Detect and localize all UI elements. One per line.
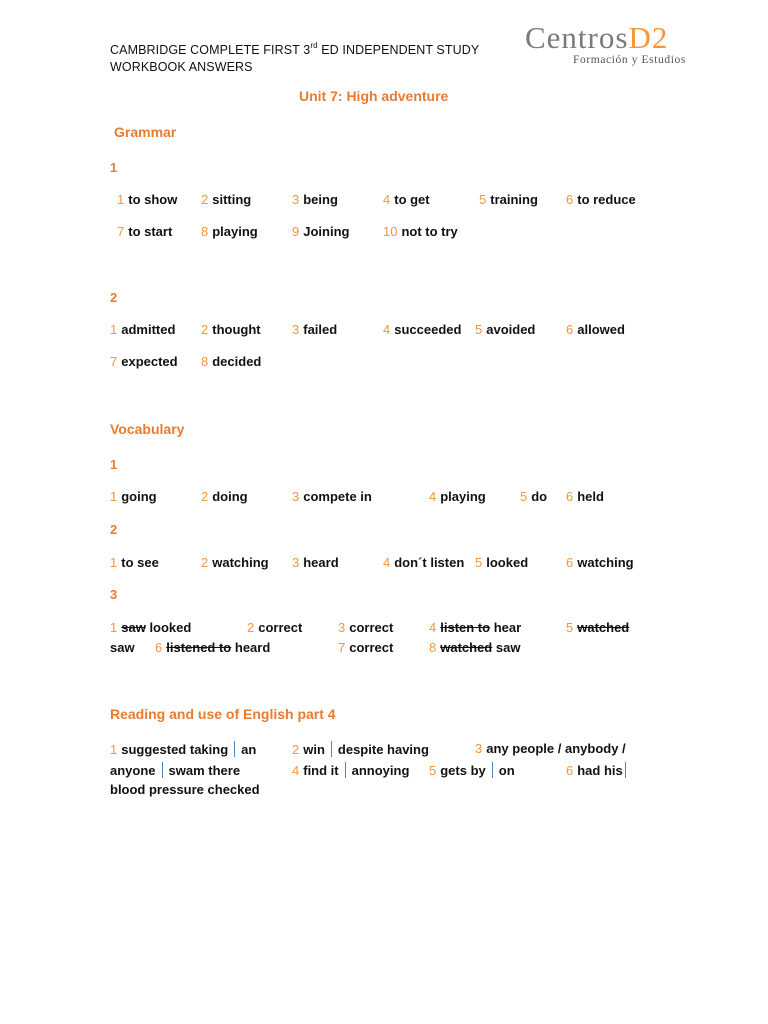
answer-number: 1 <box>110 742 118 757</box>
answer-number: 4 <box>383 322 391 337</box>
answer-number: 3 <box>292 322 300 337</box>
answer-number: 3 <box>292 555 300 570</box>
answer-item-continuation <box>110 640 135 655</box>
answer-text: find it <box>303 763 339 778</box>
logo-text: Centros <box>525 20 629 55</box>
answer-text: gets by <box>440 763 486 778</box>
answer-text: watching <box>577 555 634 570</box>
answer-text: suggested taking <box>121 742 229 757</box>
answer-number: 6 <box>155 640 163 655</box>
answer-item <box>247 620 302 635</box>
answer-text: hear <box>493 620 522 635</box>
struck-word: watched <box>440 640 493 655</box>
answer-text: held <box>577 489 604 504</box>
struck-word: listen to <box>440 620 491 635</box>
answer-number: 3 <box>292 489 300 504</box>
answer-item-continuation <box>110 782 260 797</box>
answer-text: being <box>303 192 338 207</box>
answer-number: 6 <box>566 763 574 778</box>
answer-number: 6 <box>566 555 574 570</box>
answer-text: succeeded <box>394 322 462 337</box>
answer-item <box>110 555 159 570</box>
struck-word: saw <box>121 620 146 635</box>
header-superscript: rd <box>310 41 318 50</box>
answer-item <box>566 322 625 337</box>
answer-item <box>201 489 248 504</box>
answer-text: allowed <box>577 322 625 337</box>
answer-number: 9 <box>292 224 300 239</box>
struck-word: listened to <box>166 640 232 655</box>
answer-text: to get <box>394 192 430 207</box>
vocabulary-ex3-label: 3 <box>110 587 118 602</box>
answer-item <box>117 224 172 239</box>
answer-item <box>292 741 429 757</box>
answer-item <box>520 489 547 504</box>
answer-text: expected <box>121 354 178 369</box>
answer-text: on <box>498 763 515 778</box>
answer-text: not to try <box>401 224 458 239</box>
answer-text: win <box>303 742 325 757</box>
gap-separator <box>345 762 346 778</box>
answer-text: watching <box>212 555 269 570</box>
header-line-1 <box>110 43 479 57</box>
answer-text: blood pressure checked <box>110 782 260 797</box>
answer-text: looked <box>486 555 529 570</box>
answer-item <box>110 354 178 369</box>
answer-item <box>110 489 157 504</box>
logo-accent-text: D2 <box>628 20 669 55</box>
answer-number: 3 <box>475 741 483 756</box>
answer-item <box>110 620 191 635</box>
answer-text: do <box>531 489 548 504</box>
centros-d2-logo <box>525 22 686 66</box>
answer-text: correct <box>258 620 303 635</box>
answer-number: 8 <box>429 640 437 655</box>
answer-item <box>338 640 393 655</box>
answer-number: 1 <box>117 192 125 207</box>
answer-number: 8 <box>201 354 209 369</box>
answer-text: training <box>490 192 538 207</box>
grammar-ex2-label: 2 <box>110 290 118 305</box>
answer-number: 2 <box>201 322 209 337</box>
answer-item <box>117 192 177 207</box>
answer-number: 3 <box>338 620 346 635</box>
vocabulary-ex2-label: 2 <box>110 522 118 537</box>
answer-number: 1 <box>110 322 118 337</box>
answer-item <box>566 192 636 207</box>
answer-number: 4 <box>383 555 391 570</box>
answer-text: swam there <box>168 763 241 778</box>
gap-separator <box>625 762 626 778</box>
answer-number: 1 <box>110 555 118 570</box>
header-line-2: WORKBOOK ANSWERS <box>110 60 253 74</box>
answer-text: to show <box>128 192 178 207</box>
answer-number: 2 <box>247 620 255 635</box>
answer-item <box>429 762 515 778</box>
answer-item <box>383 555 464 570</box>
answer-item <box>475 322 535 337</box>
reading-heading: Reading and use of English part 4 <box>110 706 336 722</box>
answer-item <box>201 192 251 207</box>
answer-text: an <box>241 742 257 757</box>
answer-item <box>566 620 629 635</box>
answer-text: don´t listen <box>394 555 465 570</box>
logo-subtitle: Formación y Estudios <box>573 54 686 66</box>
answer-item-continuation <box>110 762 240 778</box>
answer-text: saw <box>495 640 521 655</box>
answer-item <box>475 741 626 756</box>
answer-text: to see <box>121 555 159 570</box>
answer-number: 6 <box>566 489 574 504</box>
answer-number: 1 <box>110 620 118 635</box>
answer-number: 7 <box>117 224 125 239</box>
answer-item <box>429 489 486 504</box>
answer-text: Joining <box>303 224 350 239</box>
answer-item <box>475 555 528 570</box>
answer-text: to reduce <box>577 192 636 207</box>
answer-text: saw <box>110 640 135 655</box>
answer-text: heard <box>234 640 271 655</box>
answer-number: 6 <box>566 322 574 337</box>
answer-text: correct <box>349 640 394 655</box>
answer-item <box>479 192 538 207</box>
header-text: CAMBRIDGE COMPLETE FIRST 3 <box>110 43 311 57</box>
answer-number: 1 <box>110 489 118 504</box>
answer-number: 3 <box>292 192 300 207</box>
answer-number: 5 <box>479 192 487 207</box>
answer-item <box>566 555 634 570</box>
answer-number: 4 <box>429 620 437 635</box>
answer-item <box>383 224 458 239</box>
vocabulary-ex1-label: 1 <box>110 457 118 472</box>
answer-item <box>155 640 270 655</box>
answer-number: 2 <box>201 555 209 570</box>
answer-text: decided <box>212 354 262 369</box>
answer-number: 4 <box>292 763 300 778</box>
grammar-heading: Grammar <box>114 124 177 140</box>
answer-text: to start <box>128 224 173 239</box>
answer-text: doing <box>212 489 248 504</box>
answer-item <box>292 555 339 570</box>
answer-text: compete in <box>303 489 372 504</box>
answer-text: annoying <box>351 763 410 778</box>
answer-item <box>201 224 258 239</box>
answer-number: 5 <box>475 322 483 337</box>
answer-text: looked <box>149 620 192 635</box>
answer-item <box>383 192 430 207</box>
answer-number: 4 <box>383 192 391 207</box>
answer-text: playing <box>212 224 258 239</box>
answer-text: going <box>121 489 157 504</box>
answer-text: anyone <box>110 763 156 778</box>
answer-item <box>566 762 632 778</box>
answer-text: thought <box>212 322 261 337</box>
answer-number: 2 <box>292 742 300 757</box>
answer-item <box>383 322 461 337</box>
grammar-ex1-label: 1 <box>110 160 118 175</box>
answer-item <box>292 192 338 207</box>
answer-text: avoided <box>486 322 536 337</box>
answer-item <box>338 620 393 635</box>
answer-item <box>110 322 175 337</box>
answer-number: 7 <box>338 640 346 655</box>
gap-separator <box>162 762 163 778</box>
gap-separator <box>492 762 493 778</box>
answer-text: playing <box>440 489 486 504</box>
answer-number: 10 <box>383 224 398 239</box>
answer-item <box>201 555 269 570</box>
answer-text: failed <box>303 322 338 337</box>
gap-separator <box>234 741 235 757</box>
answer-item <box>429 640 520 655</box>
answer-text: despite having <box>337 742 429 757</box>
answer-number: 2 <box>201 489 209 504</box>
answer-item <box>110 741 256 757</box>
header-text: ED INDEPENDENT STUDY <box>317 43 480 57</box>
answer-text: admitted <box>121 322 176 337</box>
answer-number: 4 <box>429 489 437 504</box>
answer-number: 5 <box>429 763 437 778</box>
answer-text: sitting <box>212 192 252 207</box>
answer-item <box>292 322 337 337</box>
answer-item <box>566 489 604 504</box>
answer-number: 5 <box>566 620 574 635</box>
answer-number: 7 <box>110 354 118 369</box>
answer-item <box>429 620 521 635</box>
answer-text: any people / anybody / <box>486 741 626 756</box>
gap-separator <box>331 741 332 757</box>
answer-item <box>292 762 409 778</box>
answer-number: 8 <box>201 224 209 239</box>
answer-item <box>201 354 261 369</box>
answer-number: 5 <box>475 555 483 570</box>
answer-text: correct <box>349 620 394 635</box>
answer-item <box>292 224 349 239</box>
answer-item <box>292 489 372 504</box>
vocabulary-heading: Vocabulary <box>110 421 185 437</box>
answer-text: had his <box>577 763 623 778</box>
answer-text: heard <box>303 555 339 570</box>
struck-word: watched <box>577 620 630 635</box>
unit-title: Unit 7: High adventure <box>299 88 449 104</box>
answer-number: 5 <box>520 489 528 504</box>
answer-number: 6 <box>566 192 574 207</box>
answer-item <box>201 322 261 337</box>
answer-number: 2 <box>201 192 209 207</box>
